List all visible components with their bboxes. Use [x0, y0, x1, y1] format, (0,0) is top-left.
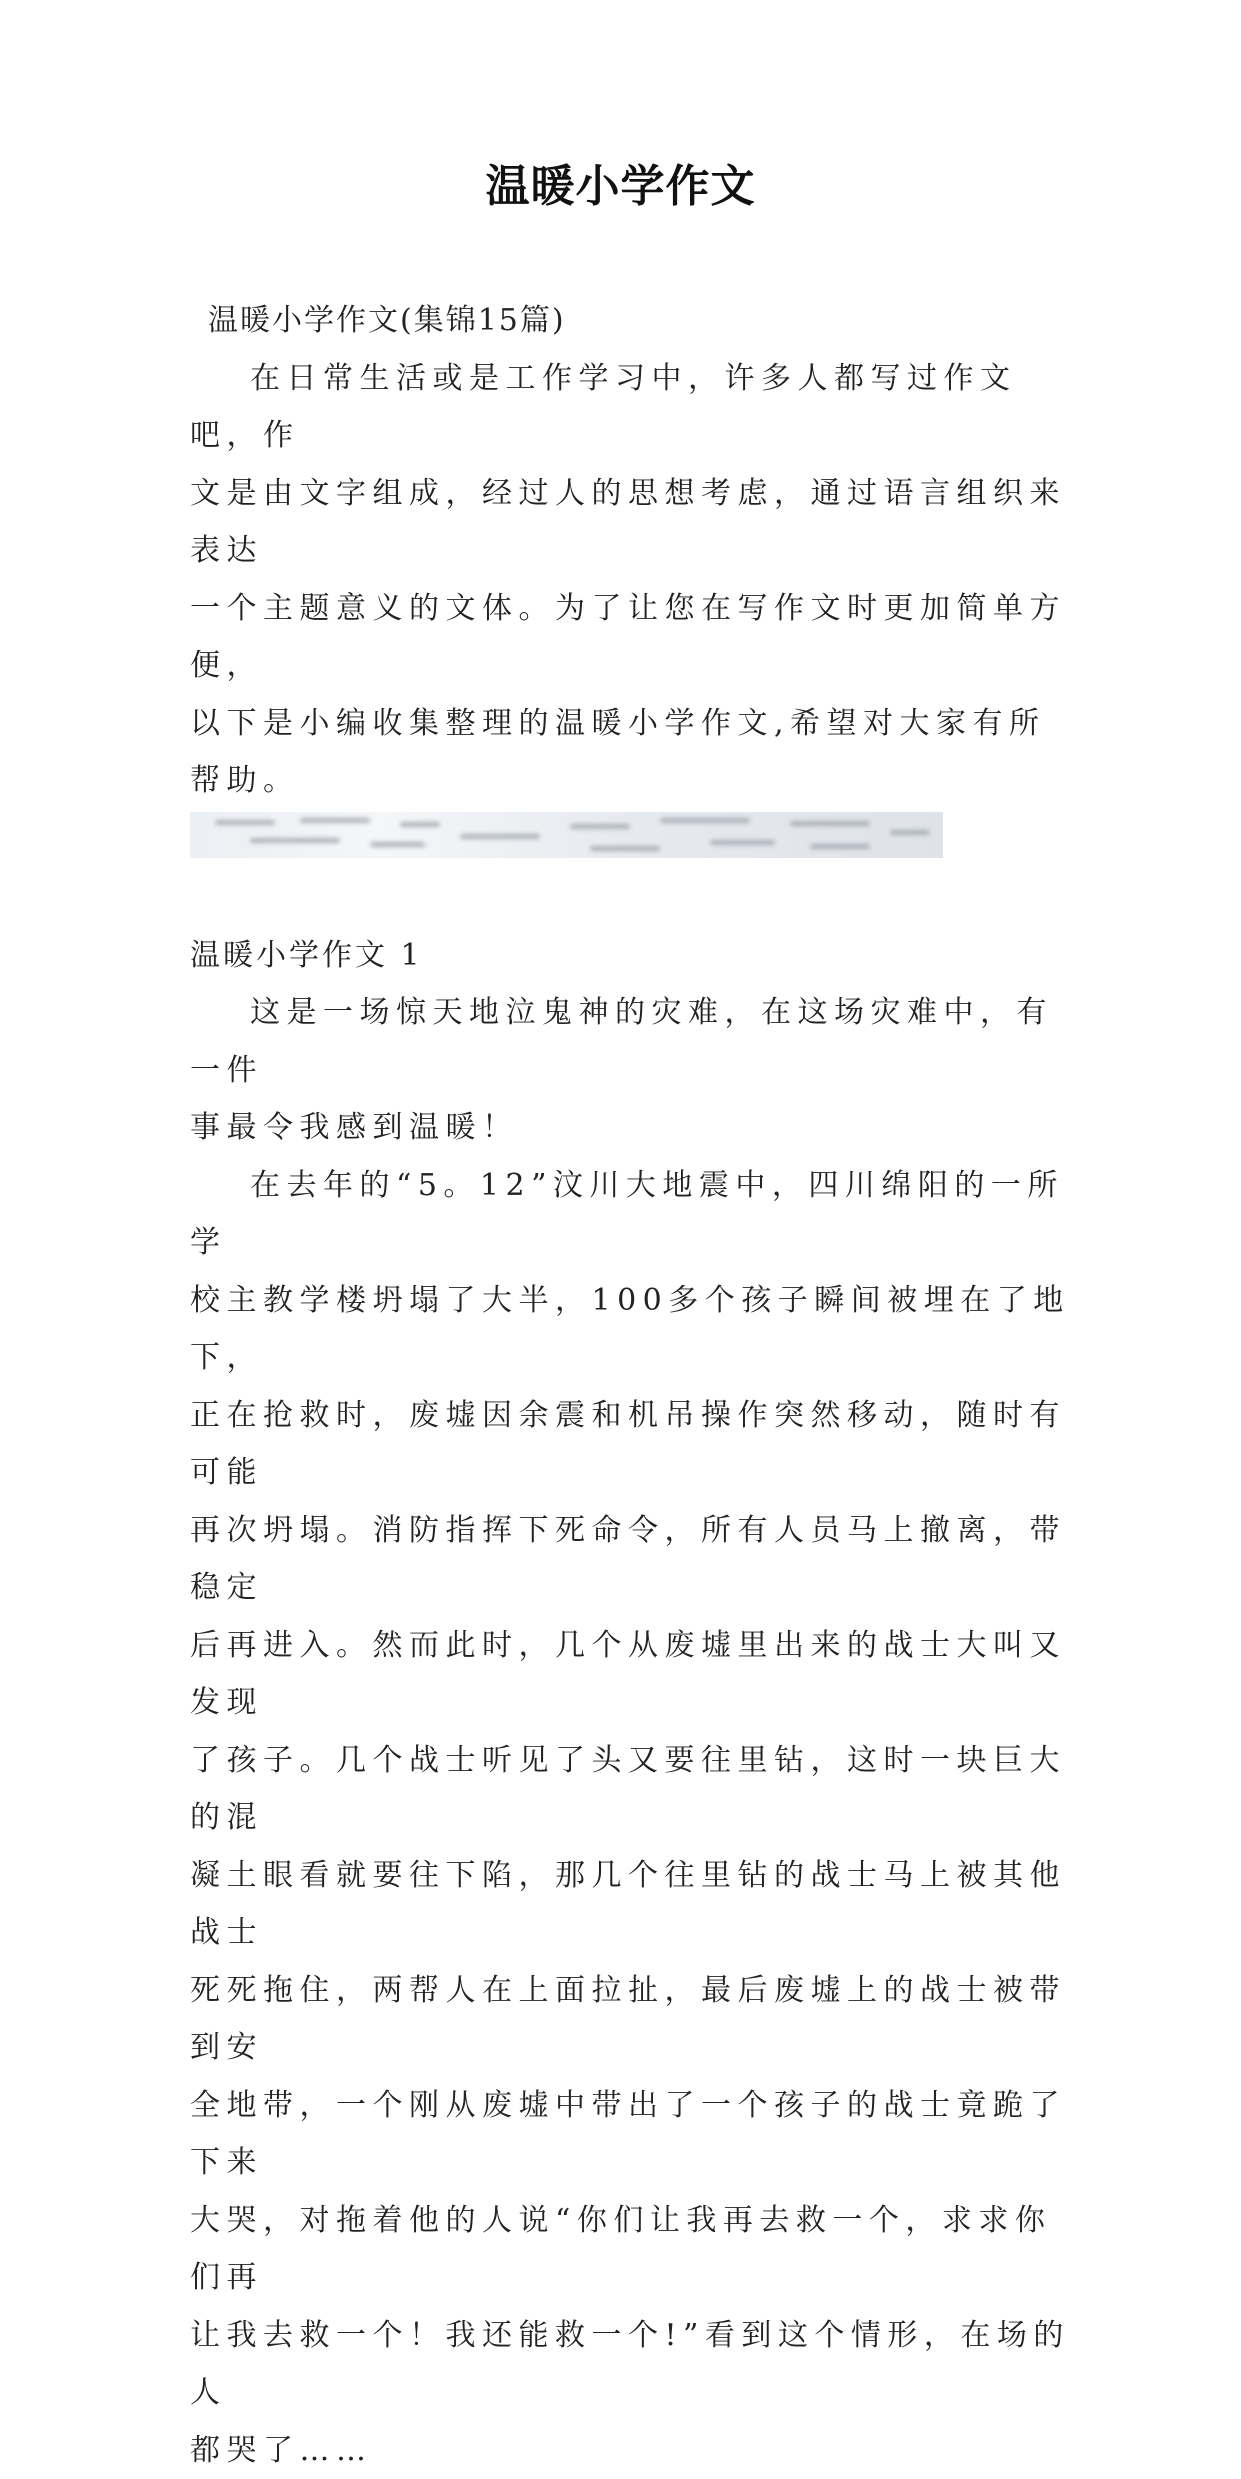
- section-heading: 温暖小学作文 1: [190, 927, 1070, 985]
- paragraph-line: 再次坍塌。消防指挥下死命令，所有人员马上撤离，带稳定: [190, 1502, 1070, 1617]
- intro-paragraph: [190, 350, 1070, 810]
- spacer: [190, 858, 1070, 927]
- blurred-text-image: [190, 812, 943, 858]
- paragraph-line: 让我去救一个！我还能救一个!”看到这个情形，在场的人: [190, 2307, 1070, 2422]
- paragraph-1: [190, 984, 1070, 1157]
- paragraph-line: 事最令我感到温暖！: [190, 1099, 1070, 1157]
- document-body: [190, 292, 1070, 2479]
- intro-line: 以下是小编收集整理的温暖小学作文,希望对大家有所帮助。: [190, 695, 1070, 810]
- paragraph-line: 全地带，一个刚从废墟中带出了一个孩子的战士竟跪了下来: [190, 2077, 1070, 2192]
- paragraph-2: [190, 1157, 1070, 2479]
- intro-line: 文是由文字组成，经过人的思想考虑，通过语言组织来表达: [190, 465, 1070, 580]
- paragraph-line: 正在抢救时，废墟因余震和机吊操作突然移动，随时有可能: [190, 1387, 1070, 1502]
- paragraph-line: 大哭，对拖着他的人说“你们让我再去救一个，求求你们再: [190, 2192, 1070, 2307]
- paragraph-line: 了孩子。几个战士听见了头又要往里钻，这时一块巨大的混: [190, 1732, 1070, 1847]
- paragraph-line: 后再进入。然而此时，几个从废墟里出来的战士大叫又发现: [190, 1617, 1070, 1732]
- paragraph-line: 都哭了……: [190, 2422, 1070, 2479]
- paragraph-line: 凝土眼看就要往下陷，那几个往里钻的战士马上被其他战士: [190, 1847, 1070, 1962]
- document-subtitle: 温暖小学作文(集锦15篇): [190, 292, 1070, 350]
- paragraph-line: 这是一场惊天地泣鬼神的灾难，在这场灾难中，有一件: [190, 984, 1070, 1099]
- paragraph-line: 在去年的“5。12”汶川大地震中，四川绵阳的一所学: [190, 1157, 1070, 1272]
- paragraph-line: 死死拖住，两帮人在上面拉扯，最后废墟上的战士被带到安: [190, 1962, 1070, 2077]
- intro-line: 在日常生活或是工作学习中，许多人都写过作文吧，作: [190, 350, 1070, 465]
- document-title: 温暖小学作文: [0, 150, 1241, 214]
- intro-line: 一个主题意义的文体。为了让您在写作文时更加简单方便，: [190, 580, 1070, 695]
- paragraph-line: 校主教学楼坍塌了大半，100多个孩子瞬间被埋在了地下，: [190, 1272, 1070, 1387]
